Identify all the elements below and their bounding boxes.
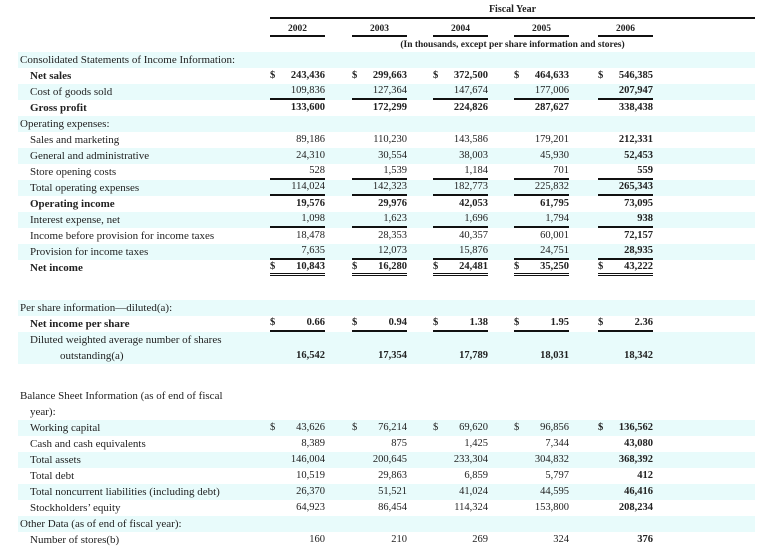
- cell-value: 182,773: [453, 181, 488, 192]
- row-label-continuation: year):: [30, 406, 56, 418]
- cell-value: 35,250: [540, 261, 569, 272]
- table-row: [18, 516, 755, 532]
- cell-value: 17,789: [459, 350, 488, 361]
- units-subtitle: (In thousands, except per share information and stores): [400, 40, 625, 50]
- cell-value: 30,554: [378, 150, 407, 161]
- value-cell-2005: [514, 500, 569, 516]
- value-cell-2003: [352, 500, 407, 516]
- cell-value: 24,751: [540, 245, 569, 256]
- table-row: [18, 300, 755, 316]
- value-cell-2003: [352, 68, 407, 84]
- cell-value: 18,031: [540, 350, 569, 361]
- value-cell-2003: [352, 196, 407, 212]
- value-cell-2006: [598, 348, 653, 364]
- row-label: Diluted weighted average number of shares: [30, 334, 222, 346]
- row-label: Interest expense, net: [30, 214, 121, 226]
- cell-value: 114,324: [454, 502, 488, 513]
- financial-data-table: [18, 52, 755, 548]
- value-cell-2003: [352, 348, 407, 364]
- fiscal-year-rule: [270, 17, 755, 19]
- row-label: Operating expenses:: [20, 118, 110, 130]
- value-cell-2006: [598, 196, 653, 212]
- table-row: [18, 332, 755, 364]
- currency-symbol: $: [598, 422, 604, 433]
- table-row: [18, 180, 755, 196]
- cell-value: 28,353: [378, 230, 407, 241]
- cell-value: 10,519: [296, 470, 325, 481]
- value-cell-2002: [270, 316, 325, 332]
- currency-symbol: $: [514, 422, 520, 433]
- value-cell-2002: [270, 164, 325, 180]
- row-label-continuation: outstanding(a): [60, 350, 124, 362]
- value-cell-2002: [270, 212, 325, 228]
- value-cell-2004: [433, 452, 488, 468]
- row-label: Total operating expenses: [30, 182, 140, 194]
- value-cell-2002: [270, 132, 325, 148]
- cell-value: 133,600: [290, 102, 325, 113]
- value-cell-2002: [270, 244, 325, 260]
- currency-symbol: $: [270, 422, 276, 433]
- value-cell-2004: [433, 420, 488, 436]
- value-cell-2006: [598, 180, 653, 196]
- value-cell-2004: [433, 132, 488, 148]
- cell-value: 207,947: [618, 85, 653, 96]
- cell-value: 127,364: [372, 85, 407, 96]
- cell-value: 1,425: [464, 438, 488, 449]
- cell-value: 1,623: [383, 213, 407, 224]
- value-cell-2003: [352, 84, 407, 100]
- cell-value: 146,004: [290, 454, 325, 465]
- cell-value: 147,674: [453, 85, 488, 96]
- row-label: Provision for income taxes: [30, 246, 149, 258]
- value-cell-2002: [270, 348, 325, 364]
- cell-value: 172,299: [372, 102, 407, 113]
- year-header-2005: 2005: [514, 24, 569, 37]
- value-cell-2006: [598, 244, 653, 260]
- value-cell-2004: [433, 164, 488, 180]
- row-label: Total debt: [30, 470, 75, 482]
- cell-value: 17,354: [378, 350, 407, 361]
- value-cell-2003: [352, 260, 407, 276]
- value-cell-2005: [514, 348, 569, 364]
- value-cell-2004: [433, 84, 488, 100]
- cell-value: 42,053: [459, 198, 488, 209]
- value-cell-2005: [514, 84, 569, 100]
- value-cell-2004: [433, 468, 488, 484]
- row-label: Total assets: [30, 454, 81, 466]
- cell-value: 51,521: [378, 486, 407, 497]
- value-cell-2006: [598, 164, 653, 180]
- value-cell-2005: [514, 452, 569, 468]
- year-header-2006: 2006: [598, 24, 653, 37]
- value-cell-2006: [598, 260, 653, 276]
- cell-value: 29,976: [378, 198, 407, 209]
- value-cell-2004: [433, 180, 488, 196]
- row-label: Per share information—diluted(a):: [20, 302, 173, 314]
- cell-value: 224,826: [453, 102, 488, 113]
- cell-value: 701: [553, 165, 569, 176]
- value-cell-2003: [352, 100, 407, 116]
- cell-value: 233,304: [453, 454, 488, 465]
- value-cell-2006: [598, 212, 653, 228]
- value-cell-2005: [514, 196, 569, 212]
- value-cell-2005: [514, 316, 569, 332]
- value-cell-2006: [598, 100, 653, 116]
- cell-value: 160: [309, 534, 325, 545]
- value-cell-2003: [352, 212, 407, 228]
- cell-value: 324: [553, 534, 569, 545]
- cell-value: 559: [637, 165, 653, 176]
- value-cell-2002: [270, 260, 325, 276]
- value-cell-2005: [514, 100, 569, 116]
- value-cell-2003: [352, 132, 407, 148]
- value-cell-2005: [514, 228, 569, 244]
- row-label: Net sales: [30, 70, 72, 82]
- row-label: Gross profit: [30, 102, 87, 114]
- row-label: Cost of goods sold: [30, 86, 113, 98]
- cell-value: 546,385: [618, 70, 653, 81]
- value-cell-2006: [598, 452, 653, 468]
- cell-value: 208,234: [618, 502, 653, 513]
- value-cell-2005: [514, 132, 569, 148]
- table-row: [18, 316, 755, 332]
- cell-value: 38,003: [459, 150, 488, 161]
- value-cell-2002: [270, 436, 325, 452]
- row-label: Other Data (as of end of fiscal year):: [20, 518, 182, 530]
- cell-value: 287,627: [534, 102, 569, 113]
- value-cell-2004: [433, 244, 488, 260]
- cell-value: 0.66: [306, 317, 325, 328]
- value-cell-2003: [352, 452, 407, 468]
- cell-value: 179,201: [534, 134, 569, 145]
- cell-value: 304,832: [534, 454, 569, 465]
- table-row: [18, 100, 755, 116]
- cell-value: 368,392: [618, 454, 653, 465]
- value-cell-2006: [598, 484, 653, 500]
- value-cell-2005: [514, 244, 569, 260]
- section-spacer: [18, 276, 755, 300]
- value-cell-2002: [270, 180, 325, 196]
- cell-value: 16,542: [296, 350, 325, 361]
- cell-value: 875: [391, 438, 407, 449]
- cell-value: 1,794: [545, 213, 569, 224]
- table-row: [18, 452, 755, 468]
- currency-symbol: $: [598, 317, 604, 328]
- table-row: [18, 500, 755, 516]
- table-row: [18, 132, 755, 148]
- cell-value: 15,876: [459, 245, 488, 256]
- cell-value: 61,795: [540, 198, 569, 209]
- currency-symbol: $: [352, 317, 358, 328]
- row-label: Stockholders’ equity: [30, 502, 121, 514]
- value-cell-2002: [270, 196, 325, 212]
- value-cell-2003: [352, 148, 407, 164]
- cell-value: 225,832: [534, 181, 569, 192]
- currency-symbol: $: [270, 317, 276, 328]
- value-cell-2003: [352, 420, 407, 436]
- cell-value: 136,562: [618, 422, 653, 433]
- row-label: Consolidated Statements of Income Information:: [20, 54, 236, 66]
- cell-value: 110,230: [373, 134, 407, 145]
- cell-value: 1,184: [464, 165, 488, 176]
- cell-value: 19,576: [296, 198, 325, 209]
- cell-value: 18,478: [296, 230, 325, 241]
- value-cell-2003: [352, 228, 407, 244]
- value-cell-2005: [514, 180, 569, 196]
- table-row: [18, 164, 755, 180]
- row-label: Sales and marketing: [30, 134, 120, 146]
- cell-value: 269: [472, 534, 488, 545]
- currency-symbol: $: [598, 70, 604, 81]
- cell-value: 96,856: [540, 422, 569, 433]
- value-cell-2005: [514, 164, 569, 180]
- cell-value: 76,214: [378, 422, 407, 433]
- cell-value: 265,343: [618, 181, 653, 192]
- value-cell-2003: [352, 180, 407, 196]
- value-cell-2002: [270, 84, 325, 100]
- cell-value: 8,389: [301, 438, 325, 449]
- cell-value: 86,454: [378, 502, 407, 513]
- currency-symbol: $: [598, 261, 604, 272]
- value-cell-2003: [352, 164, 407, 180]
- cell-value: 69,620: [459, 422, 488, 433]
- value-cell-2006: [598, 68, 653, 84]
- table-row: [18, 468, 755, 484]
- value-cell-2005: [514, 420, 569, 436]
- value-cell-2005: [514, 484, 569, 500]
- currency-symbol: $: [433, 317, 439, 328]
- cell-value: 41,024: [459, 486, 488, 497]
- cell-value: 24,310: [296, 150, 325, 161]
- table-row: [18, 436, 755, 452]
- table-row: [18, 244, 755, 260]
- row-label: Balance Sheet Information (as of end of fiscal: [20, 390, 223, 402]
- value-cell-2004: [433, 500, 488, 516]
- cell-value: 12,073: [378, 245, 407, 256]
- cell-value: 109,836: [290, 85, 325, 96]
- value-cell-2006: [598, 500, 653, 516]
- cell-value: 464,633: [534, 70, 569, 81]
- value-cell-2003: [352, 484, 407, 500]
- value-cell-2005: [514, 468, 569, 484]
- value-cell-2002: [270, 420, 325, 436]
- cell-value: 0.94: [388, 317, 407, 328]
- value-cell-2006: [598, 316, 653, 332]
- cell-value: 212,331: [618, 134, 653, 145]
- value-cell-2006: [598, 468, 653, 484]
- currency-symbol: $: [352, 261, 358, 272]
- row-label: Working capital: [30, 422, 101, 434]
- cell-value: 528: [309, 165, 325, 176]
- currency-symbol: $: [514, 261, 520, 272]
- cell-value: 177,006: [534, 85, 569, 96]
- currency-symbol: $: [352, 70, 358, 81]
- row-label: Net income per share: [30, 318, 130, 330]
- table-row: [18, 52, 755, 68]
- cell-value: 89,186: [296, 134, 325, 145]
- cell-value: 28,935: [624, 245, 653, 256]
- value-cell-2006: [598, 228, 653, 244]
- value-cell-2002: [270, 148, 325, 164]
- cell-value: 7,344: [545, 438, 569, 449]
- table-row: [18, 260, 755, 276]
- value-cell-2005: [514, 68, 569, 84]
- table-row: [18, 484, 755, 500]
- section-spacer: [18, 364, 755, 388]
- cell-value: 938: [637, 213, 653, 224]
- table-row: [18, 388, 755, 420]
- cell-value: 43,080: [624, 438, 653, 449]
- row-label: Cash and cash equivalents: [30, 438, 146, 450]
- value-cell-2004: [433, 260, 488, 276]
- value-cell-2005: [514, 436, 569, 452]
- year-header-2004: 2004: [433, 24, 488, 37]
- value-cell-2004: [433, 68, 488, 84]
- row-label: Store opening costs: [30, 166, 117, 178]
- cell-value: 43,222: [624, 261, 653, 272]
- value-cell-2004: [433, 316, 488, 332]
- cell-value: 2.36: [634, 317, 653, 328]
- cell-value: 299,663: [372, 70, 407, 81]
- cell-value: 29,863: [378, 470, 407, 481]
- table-row: [18, 148, 755, 164]
- value-cell-2006: [598, 420, 653, 436]
- row-label: Number of stores(b): [30, 534, 120, 546]
- currency-symbol: $: [433, 70, 439, 81]
- value-cell-2002: [270, 100, 325, 116]
- row-label: Total noncurrent liabilities (including debt): [30, 486, 220, 498]
- cell-value: 376: [637, 534, 653, 545]
- value-cell-2005: [514, 260, 569, 276]
- value-cell-2002: [270, 452, 325, 468]
- cell-value: 7,635: [301, 245, 325, 256]
- table-row: [18, 116, 755, 132]
- row-label: Net income: [30, 262, 83, 274]
- fiscal-year-heading: Fiscal Year: [488, 4, 537, 15]
- value-cell-2005: [514, 212, 569, 228]
- table-row: [18, 68, 755, 84]
- value-cell-2004: [433, 436, 488, 452]
- currency-symbol: $: [270, 261, 276, 272]
- value-cell-2004: [433, 212, 488, 228]
- value-cell-2005: [514, 148, 569, 164]
- cell-value: 1,098: [301, 213, 325, 224]
- cell-value: 412: [637, 470, 653, 481]
- currency-symbol: $: [514, 317, 520, 328]
- cell-value: 26,370: [296, 486, 325, 497]
- value-cell-2002: [270, 484, 325, 500]
- table-row: [18, 196, 755, 212]
- value-cell-2003: [352, 468, 407, 484]
- cell-value: 10,843: [296, 261, 325, 272]
- cell-value: 46,416: [624, 486, 653, 497]
- value-cell-2003: [352, 316, 407, 332]
- value-cell-2004: [433, 100, 488, 116]
- cell-value: 210: [391, 534, 407, 545]
- cell-value: 142,323: [372, 181, 407, 192]
- row-label: Income before provision for income taxes: [30, 230, 215, 242]
- cell-value: 1.95: [550, 317, 569, 328]
- cell-value: 16,280: [378, 261, 407, 272]
- value-cell-2004: [433, 484, 488, 500]
- value-cell-2004: [433, 348, 488, 364]
- value-cell-2006: [598, 148, 653, 164]
- cell-value: 153,800: [534, 502, 569, 513]
- cell-value: 338,438: [618, 102, 653, 113]
- value-cell-2002: [270, 468, 325, 484]
- currency-symbol: $: [352, 422, 358, 433]
- value-cell-2002: [270, 228, 325, 244]
- table-row: [18, 228, 755, 244]
- cell-value: 1.38: [469, 317, 488, 328]
- table-row: [18, 84, 755, 100]
- cell-value: 45,930: [540, 150, 569, 161]
- currency-symbol: $: [270, 70, 276, 81]
- cell-value: 72,157: [624, 230, 653, 241]
- value-cell-2006: [598, 84, 653, 100]
- cell-value: 200,645: [372, 454, 407, 465]
- value-cell-2006: [598, 436, 653, 452]
- cell-value: 24,481: [459, 261, 488, 272]
- cell-value: 43,626: [296, 422, 325, 433]
- cell-value: 1,539: [383, 165, 407, 176]
- cell-value: 6,859: [464, 470, 488, 481]
- table-row: [18, 420, 755, 436]
- currency-symbol: $: [514, 70, 520, 81]
- value-cell-2004: [433, 148, 488, 164]
- year-header-2003: 2003: [352, 24, 407, 37]
- value-cell-2004: [433, 228, 488, 244]
- row-label: General and administrative: [30, 150, 150, 162]
- cell-value: 73,095: [624, 198, 653, 209]
- value-cell-2002: [270, 68, 325, 84]
- value-cell-2004: [433, 196, 488, 212]
- cell-value: 64,923: [296, 502, 325, 513]
- row-label: Operating income: [30, 198, 115, 210]
- cell-value: 114,024: [291, 181, 325, 192]
- cell-value: 40,357: [459, 230, 488, 241]
- cell-value: 18,342: [624, 350, 653, 361]
- cell-value: 44,595: [540, 486, 569, 497]
- value-cell-2003: [352, 436, 407, 452]
- cell-value: 1,696: [464, 213, 488, 224]
- cell-value: 143,586: [453, 134, 488, 145]
- table-row: [18, 212, 755, 228]
- value-cell-2002: [270, 500, 325, 516]
- cell-value: 372,500: [453, 70, 488, 81]
- cell-value: 52,453: [624, 150, 653, 161]
- value-cell-2003: [352, 244, 407, 260]
- cell-value: 243,436: [290, 70, 325, 81]
- value-cell-2006: [598, 132, 653, 148]
- cell-value: 5,797: [545, 470, 569, 481]
- year-header-2002: 2002: [270, 24, 325, 37]
- currency-symbol: $: [433, 422, 439, 433]
- cell-value: 60,001: [540, 230, 569, 241]
- currency-symbol: $: [433, 261, 439, 272]
